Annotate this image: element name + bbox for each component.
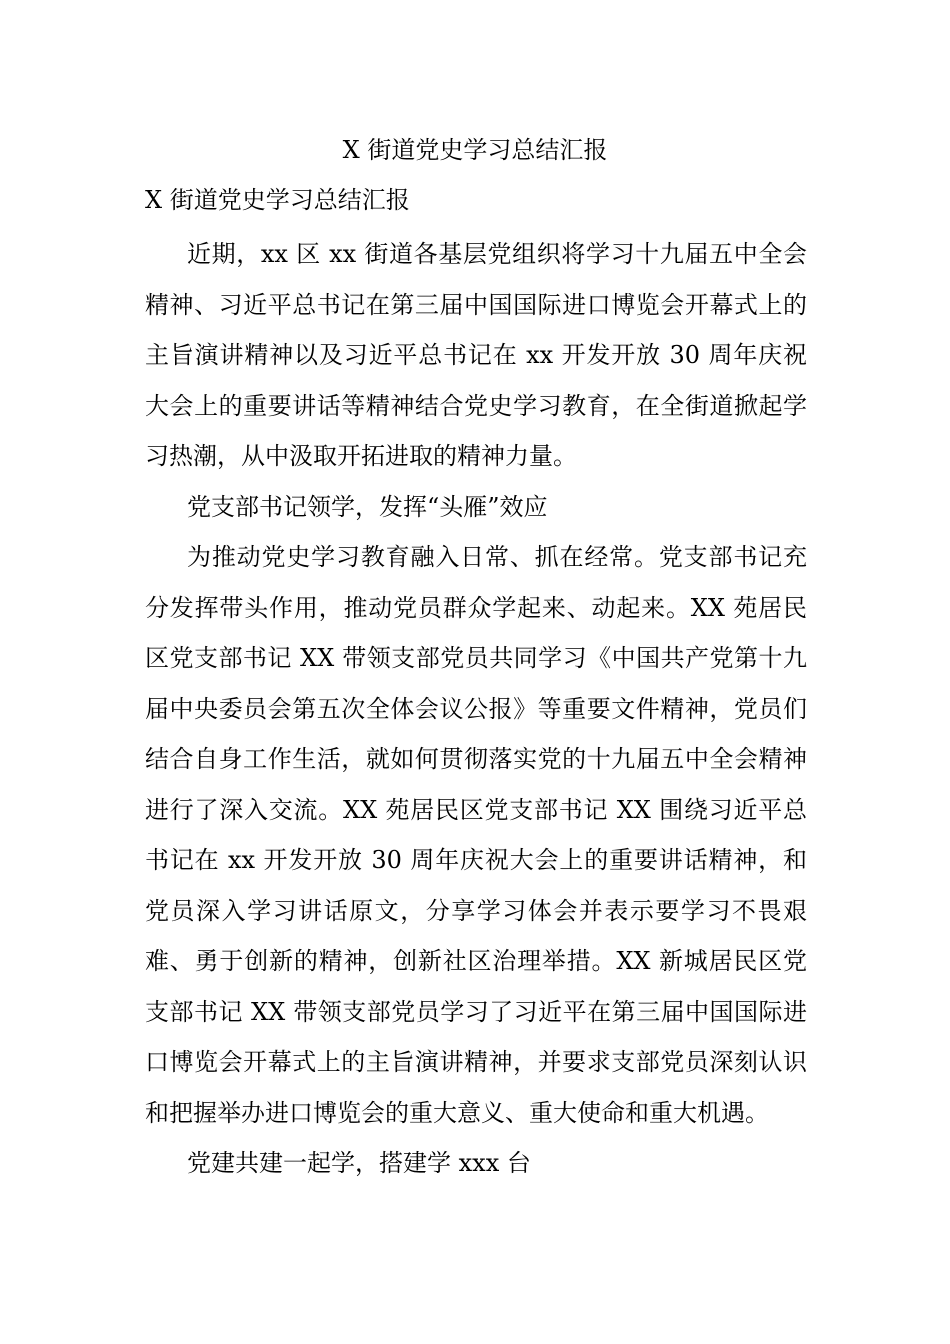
document-title: X 街道党史学习总结汇报 bbox=[342, 136, 608, 164]
document-subtitle: X 街道党史学习总结汇报 bbox=[145, 186, 410, 214]
paragraph-intro: 近期，xx 区 xx 街道各基层党组织将学习十九届五中全会精神、习近平总书记在第三届中国国际进口博览会开幕式上的主旨演讲精神以及习近平总书记在 xx 开发开放 30 周年庆祝大会上的重要讲话等精神结合党史学习教育，在全街道掀起学习热潮，从中汲取开拓进取的精神力量。 bbox=[145, 240, 807, 470]
paragraph-branch-secretary: 为推动党史学习教育融入日常、抓在经常。党支部书记充分发挥带头作用，推动党员群众学起来、动起来。XX 苑居民区党支部书记 XX 带领支部党员共同学习《中国共产党第十九届中央委员会第五次全体会议公报》等重要文件精神，党员们结合自身工作生活，就如何贯彻落实党的十九届五中全会精神进行了深入交流。XX 苑居民区党支部书记 XX 围绕习近平总书记在 xx 开发开放 30 周年庆祝大会上的重要讲话精神，和党员深入学习讲话原文，分享学习体会并表示要学习不畏艰难、勇于创新的精神，创新社区治理举措。XX 新城居民区党支部书记 XX 带领支部党员学习了习近平在第三届中国国际进口博览会开幕式上的主旨演讲精神，并要求支部党员深刻认识和把握举办进口博览会的重大意义、重大使命和重大机遇。 bbox=[145, 543, 807, 1127]
document-body bbox=[145, 229, 807, 1189]
section-heading-branch-secretary: 党支部书记领学，发挥“头雁”效应 bbox=[187, 492, 548, 521]
section-heading-joint-study: 党建共建一起学，搭建学 xxx 台 bbox=[187, 1149, 531, 1177]
